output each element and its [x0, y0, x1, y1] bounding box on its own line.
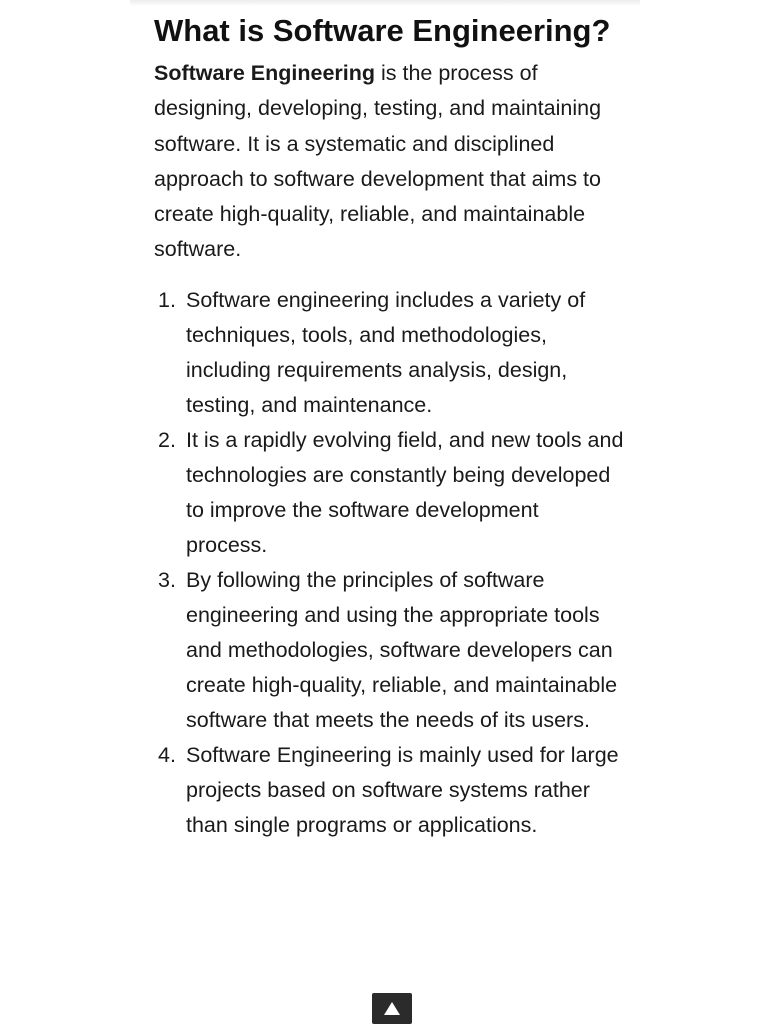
- list-item-text: Software engineering includes a variety of techniques, tools, and methodologies, including requirements analysis, design, testing, and maintenance.: [186, 287, 586, 417]
- list-item: [158, 423, 624, 563]
- intro-paragraph: [154, 56, 624, 268]
- list-number: 1.: [158, 287, 176, 312]
- intro-text: is the process of designing, developing, testing, and maintaining software. It is a systematic and disciplined approach to software development that aims to create high-quality, reliable, and maintainable software.: [154, 61, 602, 262]
- intro-bold-term: Software Engineering: [154, 61, 376, 85]
- list-item: [158, 563, 624, 738]
- article-content: [154, 0, 624, 843]
- list-item-text: By following the principles of software engineering and using the appropriate tools and methodologies, software developers can create high-quality, reliable, and maintainable software that meets the needs of its users.: [186, 567, 618, 732]
- list-item: [158, 738, 624, 843]
- list-number: 3.: [158, 567, 176, 592]
- scroll-to-top-button[interactable]: [372, 993, 412, 1024]
- arrow-up-icon: [384, 1002, 400, 1015]
- list-number: 2.: [158, 427, 176, 452]
- article-title: What is Software Engineering?: [154, 13, 611, 48]
- list-item-text: It is a rapidly evolving field, and new tools and technologies are constantly being developed to improve the software development process.: [186, 427, 624, 557]
- numbered-list: [154, 283, 624, 843]
- list-item: [158, 283, 624, 423]
- list-number: 4.: [158, 742, 176, 767]
- list-item-text: Software Engineering is mainly used for large projects based on software systems rather than single programs or applications.: [186, 742, 619, 837]
